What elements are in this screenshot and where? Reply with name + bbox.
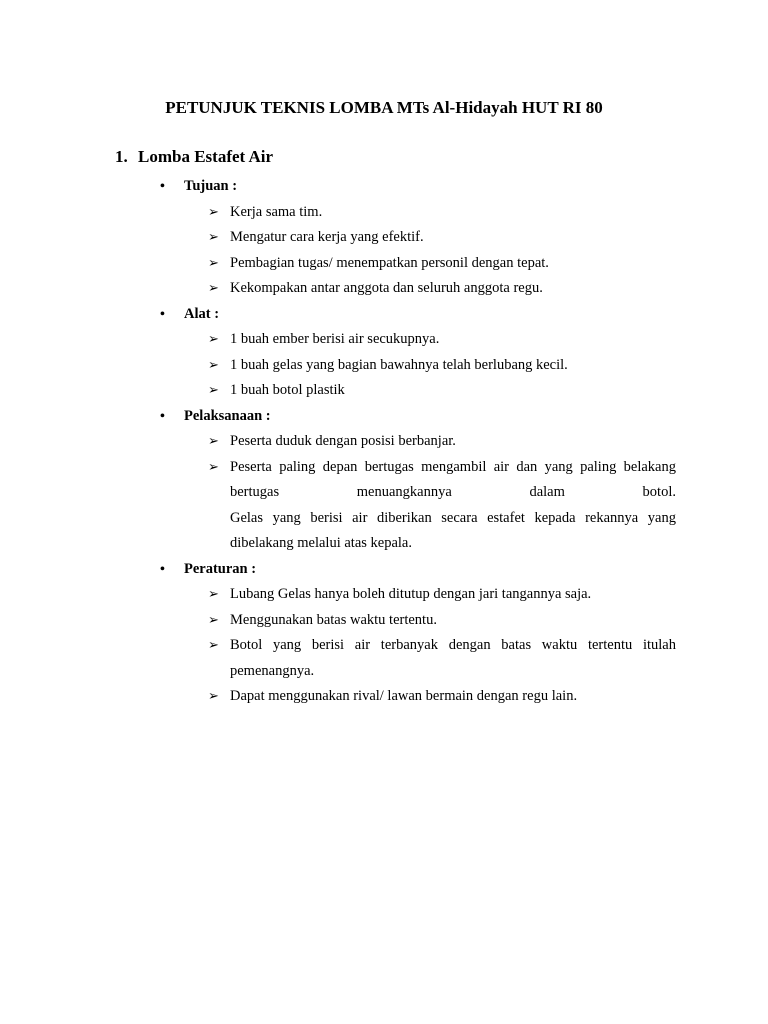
item-line: Lubang Gelas hanya boleh ditutup dengan jari tangannya saja. <box>230 586 592 602</box>
list-item <box>0 225 768 251</box>
item-text <box>230 327 676 353</box>
item-line: Peserta duduk dengan posisi berbanjar. <box>230 433 456 449</box>
item-text <box>230 251 676 277</box>
list-item <box>0 582 768 608</box>
list-item <box>0 429 768 455</box>
section-title: Lomba Estafet Air <box>138 147 274 166</box>
subsection-label: Peraturan : <box>184 560 257 577</box>
item-text <box>230 633 676 684</box>
item-list <box>0 429 768 557</box>
section-heading <box>115 146 273 168</box>
item-line: Kerja sama tim. <box>230 203 323 220</box>
subsection-label: Pelaksanaan : <box>184 407 271 424</box>
arrow-bullet-icon: ➢ <box>208 204 219 220</box>
subsection-label: Tujuan : <box>184 178 238 194</box>
item-line: bertugas menuangkannya dalam botol. <box>230 484 676 500</box>
list-item <box>0 200 768 226</box>
list-item <box>0 608 768 634</box>
item-line: pemenangnya. <box>230 662 315 679</box>
arrow-bullet-icon: ➢ <box>208 587 219 602</box>
subsection-heading <box>0 174 768 200</box>
subsection <box>0 404 768 557</box>
item-text <box>230 225 676 251</box>
arrow-bullet-icon: ➢ <box>208 434 219 449</box>
item-line: Kekompakan antar anggota dan seluruh anggota regu. <box>230 280 543 296</box>
section-number: 1. <box>115 147 128 166</box>
subsection-heading <box>0 302 768 328</box>
item-list <box>0 200 768 302</box>
list-item <box>0 455 768 557</box>
arrow-bullet-icon: ➢ <box>208 689 219 704</box>
document-title: PETUNJUK TEKNIS LOMBA MTs Al-Hidayah HUT RI 80 <box>165 98 603 117</box>
item-line: Botol yang berisi air terbanyak dengan batas waktu tertentu itulah <box>230 637 676 653</box>
bullet-icon: • <box>160 179 165 194</box>
item-text <box>230 353 676 379</box>
item-text <box>230 429 676 455</box>
item-list <box>0 327 768 404</box>
list-item <box>0 251 768 277</box>
item-text <box>230 455 676 557</box>
list-item <box>0 633 768 684</box>
item-line: Pembagian tugas/ menempatkan personil dengan tepat. <box>230 254 549 271</box>
item-line: Dapat menggunakan rival/ lawan bermain dengan regu lain. <box>230 688 578 704</box>
item-line: dibelakang melalui atas kepala. <box>230 535 412 551</box>
item-line: 1 buah botol plastik <box>230 382 345 398</box>
list-item <box>0 378 768 404</box>
item-line: Mengatur cara kerja yang efektif. <box>230 229 424 245</box>
subsection-list <box>0 174 768 710</box>
subsection <box>0 557 768 710</box>
bullet-icon: • <box>160 306 165 322</box>
arrow-bullet-icon: ➢ <box>208 255 219 271</box>
arrow-bullet-icon: ➢ <box>208 357 219 373</box>
item-line: Menggunakan batas waktu tertentu. <box>230 611 437 628</box>
list-item <box>0 353 768 379</box>
list-item <box>0 684 768 710</box>
subsection <box>0 302 768 404</box>
item-text <box>230 582 676 608</box>
subsection <box>0 174 768 302</box>
item-text <box>230 276 676 302</box>
bullet-icon: • <box>160 561 165 577</box>
arrow-bullet-icon: ➢ <box>208 332 219 347</box>
item-line: Peserta paling depan bertugas mengambil air dan yang paling belakang <box>230 458 676 475</box>
arrow-bullet-icon: ➢ <box>208 638 219 653</box>
arrow-bullet-icon: ➢ <box>208 612 219 628</box>
item-text <box>230 378 676 404</box>
item-list <box>0 582 768 710</box>
item-line: Gelas yang berisi air diberikan secara estafet kepada rekannya yang <box>230 509 676 526</box>
item-line: 1 buah gelas yang bagian bawahnya telah berlubang kecil. <box>230 356 568 373</box>
subsection-heading <box>0 557 768 583</box>
arrow-bullet-icon: ➢ <box>208 383 219 398</box>
subsection-label: Alat : <box>184 305 220 322</box>
item-text <box>230 608 676 634</box>
item-text <box>230 200 676 226</box>
bullet-icon: • <box>160 408 165 424</box>
list-item <box>0 327 768 353</box>
arrow-bullet-icon: ➢ <box>208 459 219 475</box>
list-item <box>0 276 768 302</box>
arrow-bullet-icon: ➢ <box>208 281 219 296</box>
item-line: 1 buah ember berisi air secukupnya. <box>230 331 440 347</box>
item-text <box>230 684 676 710</box>
subsection-heading <box>0 404 768 430</box>
arrow-bullet-icon: ➢ <box>208 230 219 245</box>
